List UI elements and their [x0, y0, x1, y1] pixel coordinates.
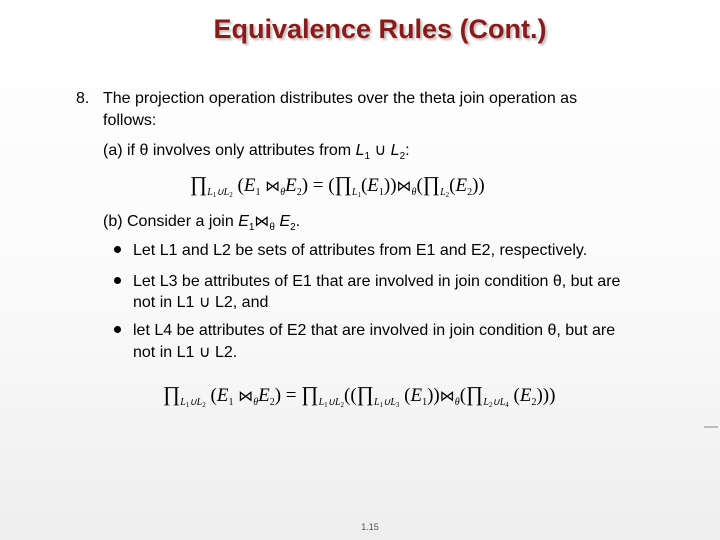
rule-8-line-2: follows: [103, 112, 157, 129]
bullet-1-text: Let L1 and L2 be sets of attributes from E1 and E2, respectively. [133, 242, 588, 259]
part-a-prefix: (a) if [103, 142, 135, 159]
e2-symbol: E [279, 213, 291, 230]
colon: : [405, 142, 410, 159]
join-symbol: ⋈ [254, 212, 270, 230]
theta-symbol: θ [139, 142, 149, 159]
l1-symbol: L [355, 142, 365, 159]
e1-subscript: 1 [248, 222, 255, 233]
formula-b: $\prod_{L_1\cup L_2}$ ($E_1$ $⋈_\theta E_2$) = $\prod_{L_1\cup L_2}((\prod_{L_1\cup L_3}$ $(E_1))⋈_\theta(\prod_{L_2\cup L_4}$ $(E_2)$)) [163, 382, 556, 409]
part-a-mid: involves only attributes from [152, 142, 352, 159]
bullet-2-line-2: not in L1 ∪ L2, and [133, 294, 269, 311]
formula-a: $\prod_{L_1\cup L_2}$ ($E_1$ $⋈_\theta E_2$) = $(\prod_{L_1}(E_1))⋈_\theta(\prod_{L_2}(E_2))$ [190, 172, 485, 199]
part-a-text [103, 140, 410, 167]
bullet-dot [114, 277, 121, 284]
part-b-text [103, 211, 300, 238]
bullet-dot [114, 246, 121, 253]
slide-title: Equivalence Rules (Cont.) [213, 14, 547, 44]
l2-symbol: L [390, 142, 400, 159]
theta-subscript: θ [269, 222, 275, 233]
part-b-label: (b) Consider a join [103, 213, 234, 230]
edge-mark [704, 426, 718, 428]
bullet-dot [114, 326, 121, 333]
l1-subscript: 1 [364, 151, 371, 162]
union-symbol: ∪ [374, 142, 387, 159]
rule-number: 8. [76, 90, 90, 107]
l2-subscript: 2 [399, 151, 406, 162]
e2-subscript: 2 [290, 222, 296, 233]
period: . [295, 213, 301, 230]
rule-8-line-1: The projection operation distributes over the theta join operation as [103, 90, 578, 107]
e1-symbol: E [238, 213, 249, 230]
bullet-3-line-2: not in L1 ∪ L2. [133, 344, 238, 361]
page-number: 1.15 [361, 522, 379, 532]
bullet-2-line-1: Let L3 be attributes of E1 that are involved in join condition θ, but are [133, 273, 621, 290]
bullet-3-line-1: let L4 be attributes of E2 that are involved in join condition θ, but are [133, 322, 616, 339]
